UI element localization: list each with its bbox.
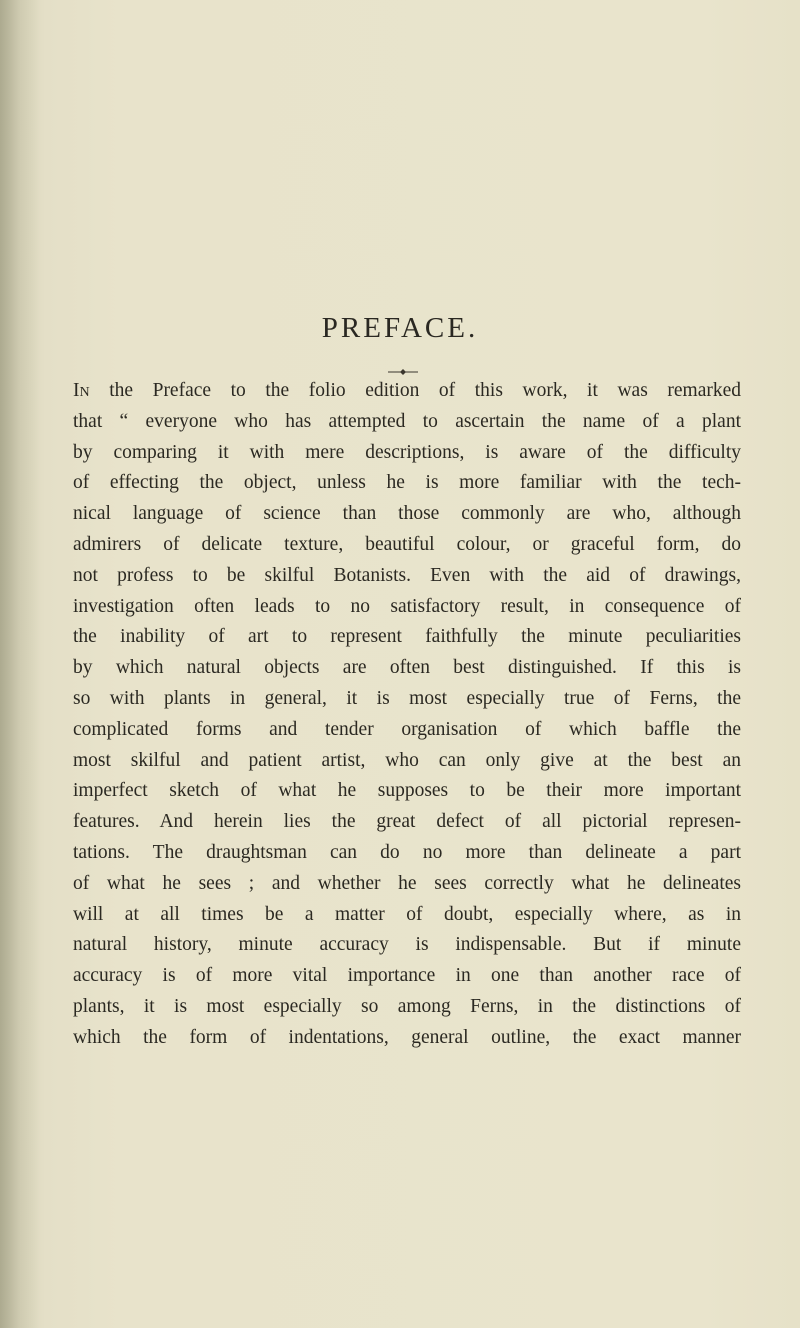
text-line-14: imperfect sketch of what he supposes to be their more important (73, 780, 741, 802)
text-line-2: that “ everyone who has attempted to ascertain the name of a plant (73, 410, 741, 432)
text-line-20: accuracy is of more vital importance in one than another race of (73, 965, 741, 987)
preface-body (73, 376, 741, 1054)
text-line-5: nical language of science than those commonly are who, although (73, 503, 741, 525)
text-line-19: natural history, minute accuracy is indispensable. But if minute (73, 934, 741, 956)
text-line-16: tations. The draughtsman can do no more than delineate a part (73, 841, 741, 863)
page-title: PREFACE. (321, 312, 479, 344)
text-line-9: the inability of art to represent faithfully the minute peculiarities (73, 626, 741, 648)
text-line-18: will at all times be a matter of doubt, especially where, as in (73, 903, 741, 925)
first-word: In (73, 380, 90, 401)
text-line-21: plants, it is most especially so among Ferns, in the distinctions of (73, 995, 741, 1017)
text-line-6: admirers of delicate texture, beautiful colour, or graceful form, do (73, 533, 741, 555)
text-line-11: so with plants in general, it is most especially true of Ferns, the (73, 687, 741, 709)
text-line-8: investigation often leads to no satisfactory result, in consequence of (73, 595, 741, 617)
text-line-1: In the Preface to the folio edition of this work, it was remarked (73, 380, 741, 401)
text-line-13: most skilful and patient artist, who can only give at the best an (73, 749, 741, 771)
text-line-3: by comparing it with mere descriptions, is aware of the difficulty (73, 441, 741, 463)
text-line-22: which the form of indentations, general outline, the exact manner (73, 1026, 741, 1048)
text-line-15: features. And herein lies the great defect of all pictorial represen- (73, 811, 741, 833)
text-line-7: not profess to be skilful Botanists. Even with the aid of drawings, (73, 564, 741, 586)
text-line-10: by which natural objects are often best distinguished. If this is (73, 657, 741, 679)
text-line-4: of effecting the object, unless he is more familiar with the tech- (73, 472, 741, 494)
text-line-12: complicated forms and tender organisation of which baffle the (73, 718, 741, 740)
binding-gutter-shadow (0, 0, 40, 1328)
text-line-17: of what he sees ; and whether he sees correctly what he delineates (73, 872, 741, 894)
